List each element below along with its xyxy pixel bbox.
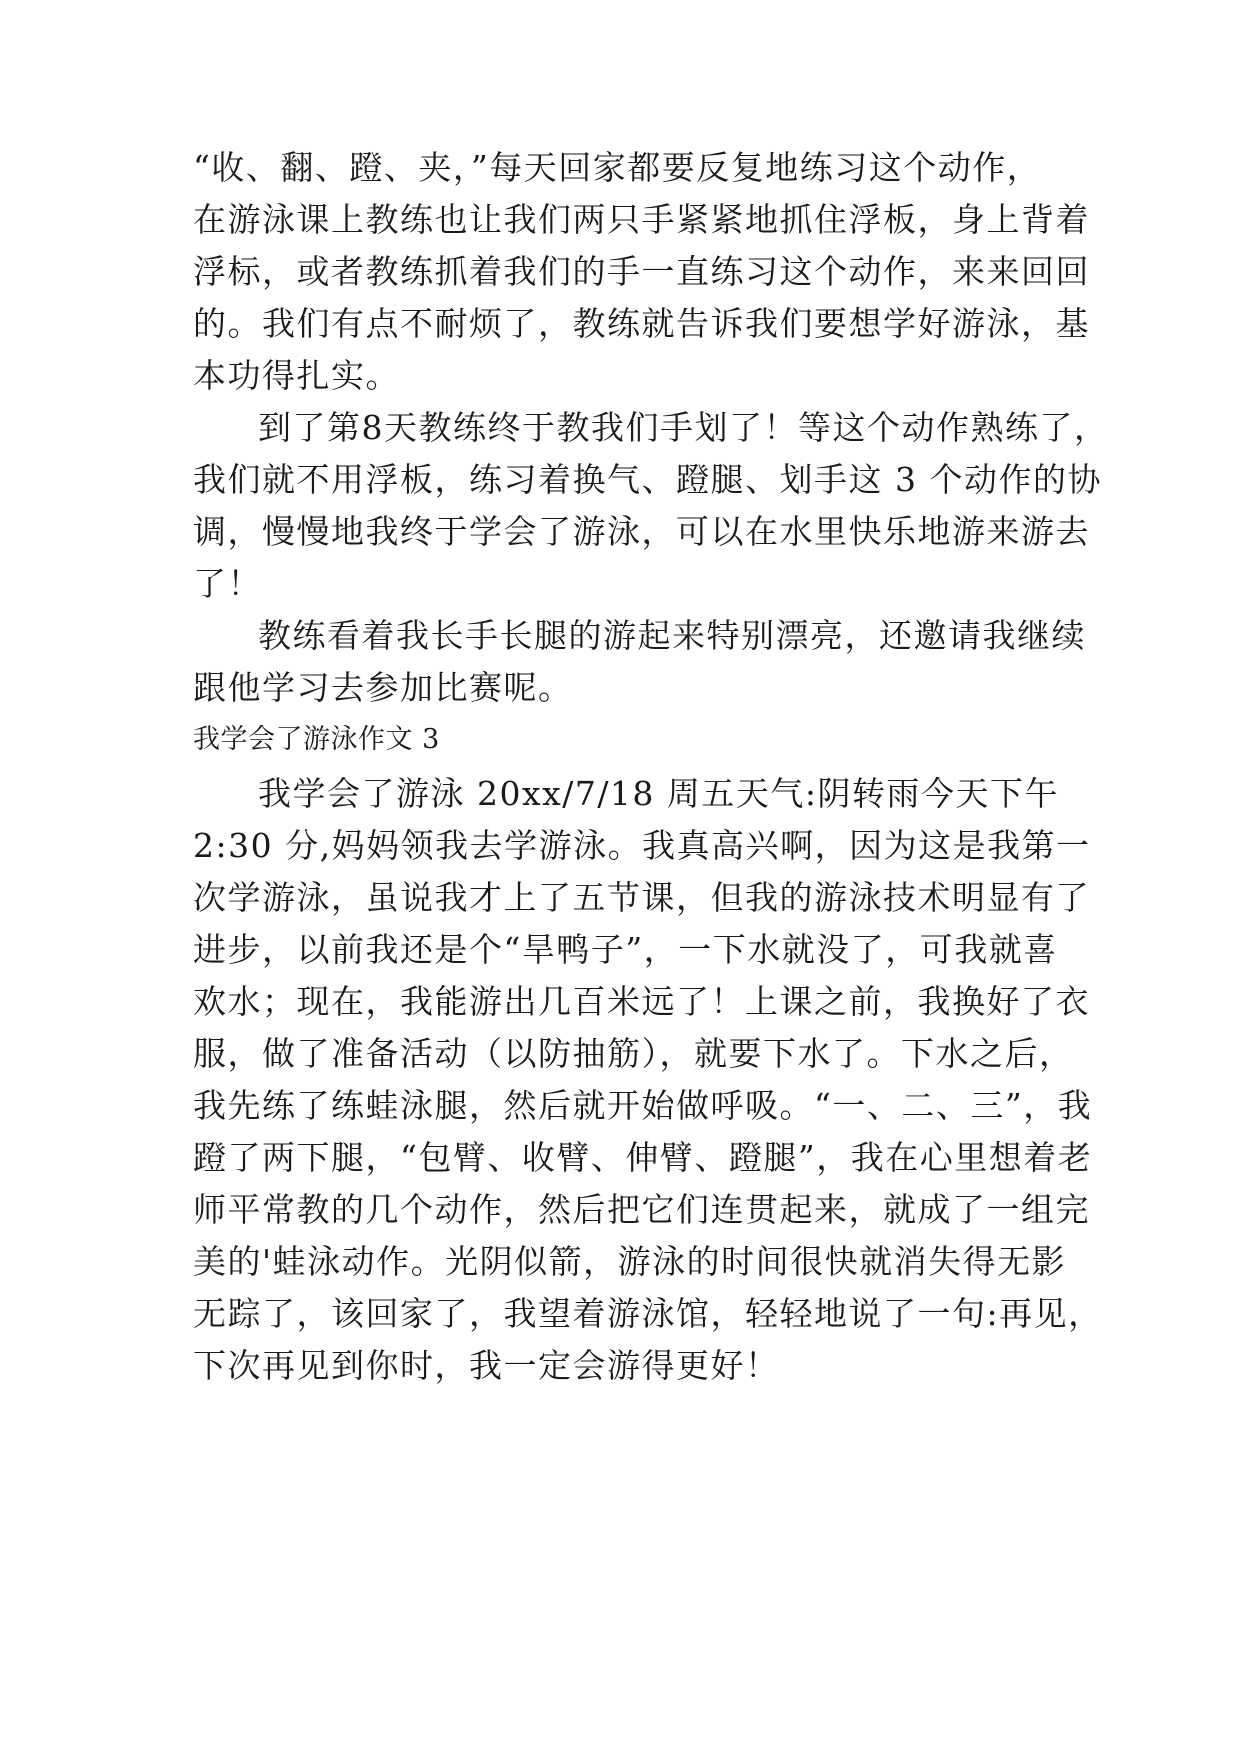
text-line: 我先练了练蛙泳腿，然后就开始做呼吸。“一、二、三”，我 <box>193 1086 1093 1125</box>
text-line: 了！ <box>193 564 262 603</box>
text-line: 无踪了，该回家了，我望着游泳馆，轻轻地说了一句:再见， <box>193 1294 1103 1333</box>
text-line: 浮标，或者教练抓着我们的手一直练习这个动作，来来回回 <box>193 252 1090 291</box>
text-line: 蹬了两下腿，“包臂、收臂、伸臂、蹬腿”，我在心里想着老 <box>193 1138 1093 1177</box>
text-line: 次学游泳，虽说我才上了五节课，但我的游泳技术明显有了 <box>193 878 1090 917</box>
text-line: “收、翻、蹬、夹，”每天回家都要反复地练习这个动作， <box>193 148 1042 187</box>
text-line: 的。我们有点不耐烦了，教练就告诉我们要想学好游泳，基 <box>193 304 1090 343</box>
text-line: 我学会了游泳 20xx/7/18 周五天气:阴转雨今天下午 <box>258 774 1060 813</box>
text-line: 教练看着我长手长腿的游起来特别漂亮，还邀请我继续 <box>258 616 1086 655</box>
text-line: 调，慢慢地我终于学会了游泳，可以在水里快乐地游来游去 <box>193 512 1090 551</box>
text-line: 服，做了准备活动（以防抽筋），就要下水了。下水之后， <box>193 1034 1074 1073</box>
text-line: 跟他学习去参加比赛呢。 <box>193 668 573 707</box>
text-line: 师平常教的几个动作，然后把它们连贯起来，就成了一组完 <box>193 1190 1090 1229</box>
text-line: 2:30 分,妈妈领我去学游泳。我真高兴啊，因为这是我第一 <box>193 826 1091 865</box>
text-line: 欢水；现在，我能游出几百米远了！上课之前，我换好了衣 <box>193 982 1090 1021</box>
text-line: 我们就不用浮板，练习着换气、蹬腿、划手这 3 个动作的协 <box>193 460 1102 499</box>
text-line: 进步，以前我还是个“旱鸭子”，一下水就没了，可我就喜 <box>193 930 1058 969</box>
text-line: 在游泳课上教练也让我们两只手紧紧地抓住浮板，身上背着 <box>193 200 1090 239</box>
text-line: 下次再见到你时，我一定会游得更好！ <box>193 1346 780 1385</box>
text-line: 本功得扎实。 <box>193 356 400 395</box>
text-line: 到了第8天教练终于教我们手划了！等这个动作熟练了， <box>258 408 1109 447</box>
section-heading: 我学会了游泳作文 3 <box>193 724 440 755</box>
text-line: 美的'蛙泳动作。光阴似箭，游泳的时间很快就消失得无影 <box>193 1242 1067 1281</box>
